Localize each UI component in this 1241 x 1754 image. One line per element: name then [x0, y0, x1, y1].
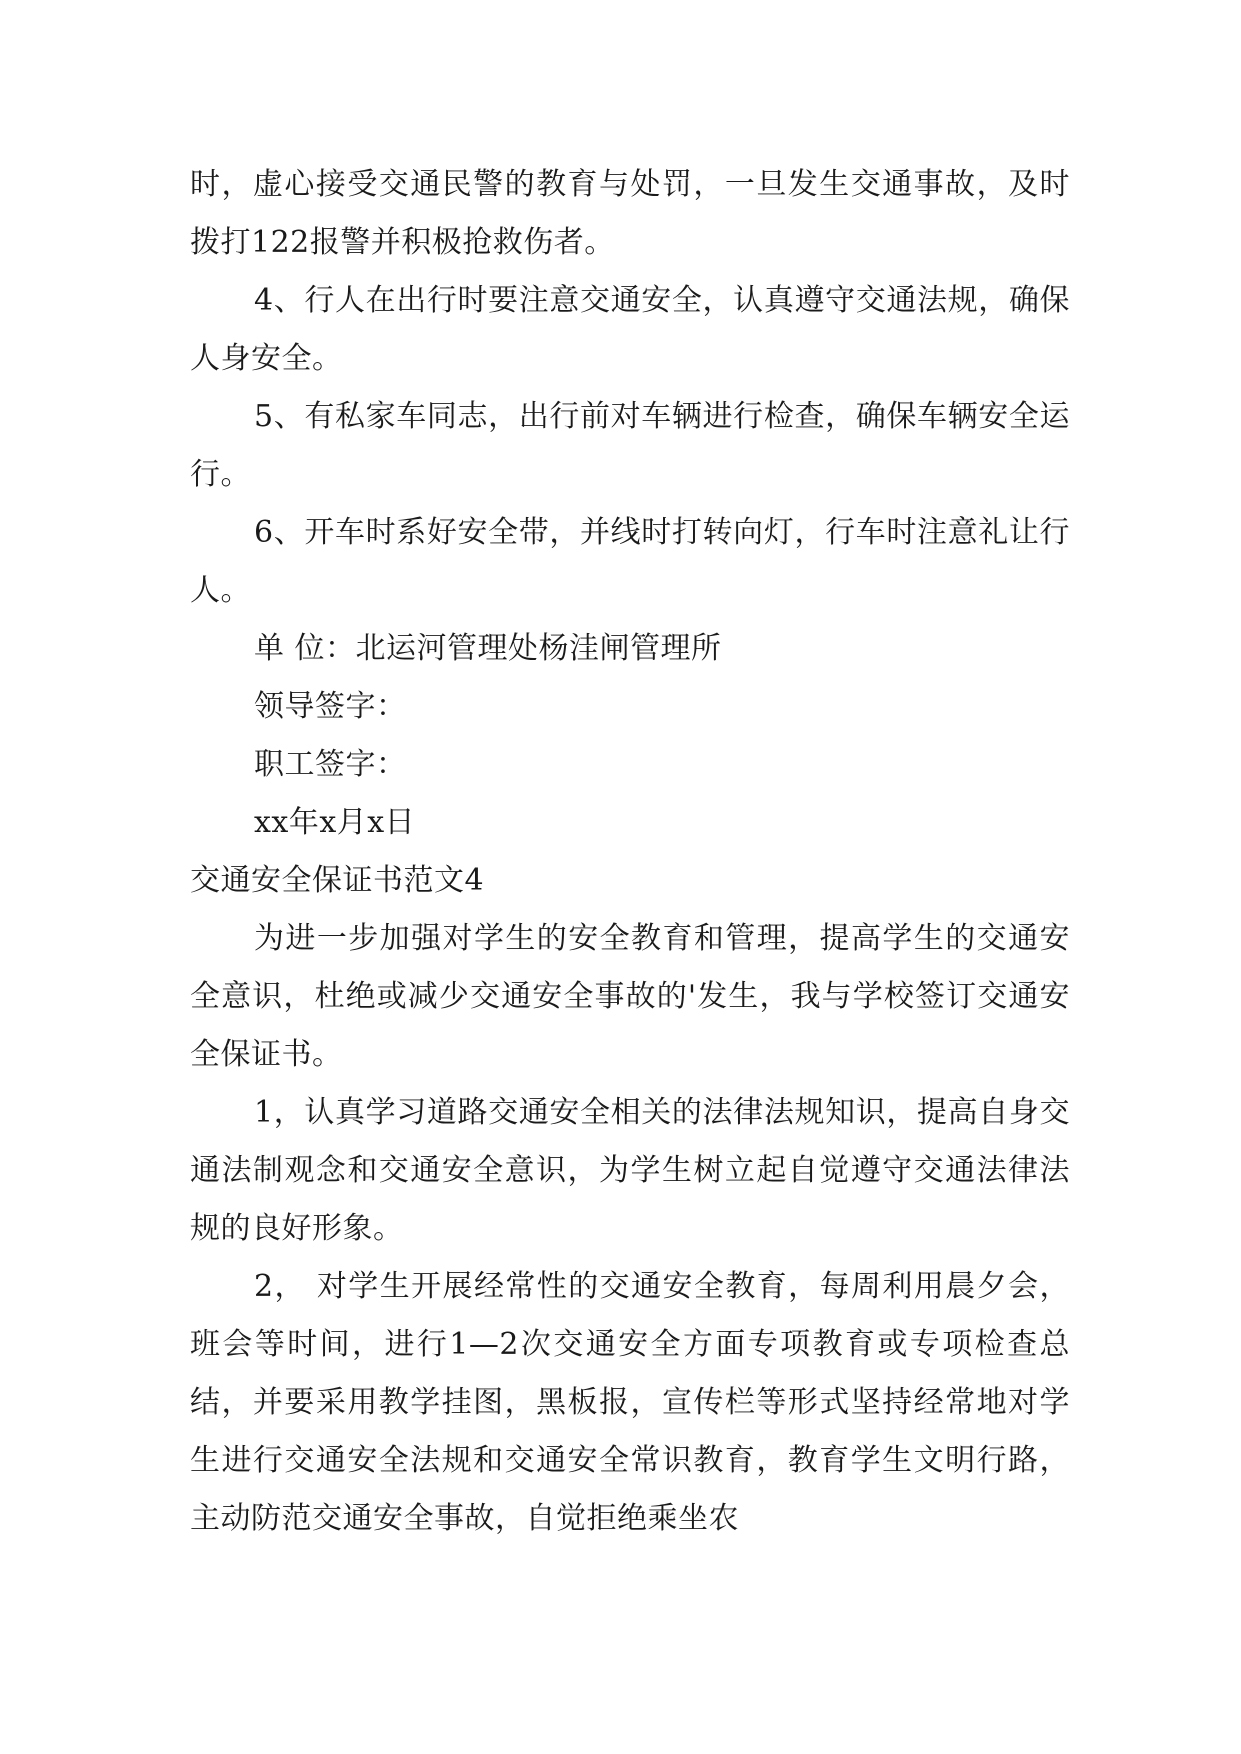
- document-body: [190, 156, 1070, 1548]
- paragraph-continuation: 时，虚心接受交通民警的教育与处罚，一旦发生交通事故，及时拨打122报警并积极抢救伤者。: [190, 167, 1070, 260]
- paragraph-item-5: 5、有私家车同志，出行前对车辆进行检查，确保车辆安全运行。: [190, 399, 1070, 492]
- signature-unit: 单 位：北运河管理处杨洼闸管理所: [254, 631, 722, 666]
- section-item-1: 1，认真学习道路交通安全相关的法律法规知识，提高自身交通法制观念和交通安全意识，为学生树立起自觉遵守交通法律法规的良好形象。: [190, 1095, 1070, 1246]
- paragraph-item-4: 4、行人在出行时要注意交通安全，认真遵守交通法规，确保人身安全。: [190, 283, 1070, 376]
- section-item-2: 2， 对学生开展经常性的交通安全教育，每周利用晨夕会，班会等时间，进行1—2次交通安全方面专项教育或专项检查总结，并要采用教学挂图，黑板报，宣传栏等形式坚持经常地对学生进行交通安全法规和交通安全常识教育，教育学生文明行路，主动防范交通安全事故，自觉拒绝乘坐农: [190, 1269, 1070, 1536]
- section-intro-paragraph: 为进一步加强对学生的安全教育和管理，提高学生的交通安全意识，杜绝或减少交通安全事故的'发生，我与学校签订交通安全保证书。: [190, 921, 1070, 1072]
- signature-date: xx年x月x日: [254, 805, 416, 840]
- paragraph-item-6: 6、开车时系好安全带，并线时打转向灯，行车时注意礼让行人。: [190, 515, 1070, 608]
- section-heading: 交通安全保证书范文4: [190, 863, 485, 898]
- signature-staff: 职工签字：: [254, 747, 407, 782]
- signature-leader: 领导签字：: [254, 689, 407, 724]
